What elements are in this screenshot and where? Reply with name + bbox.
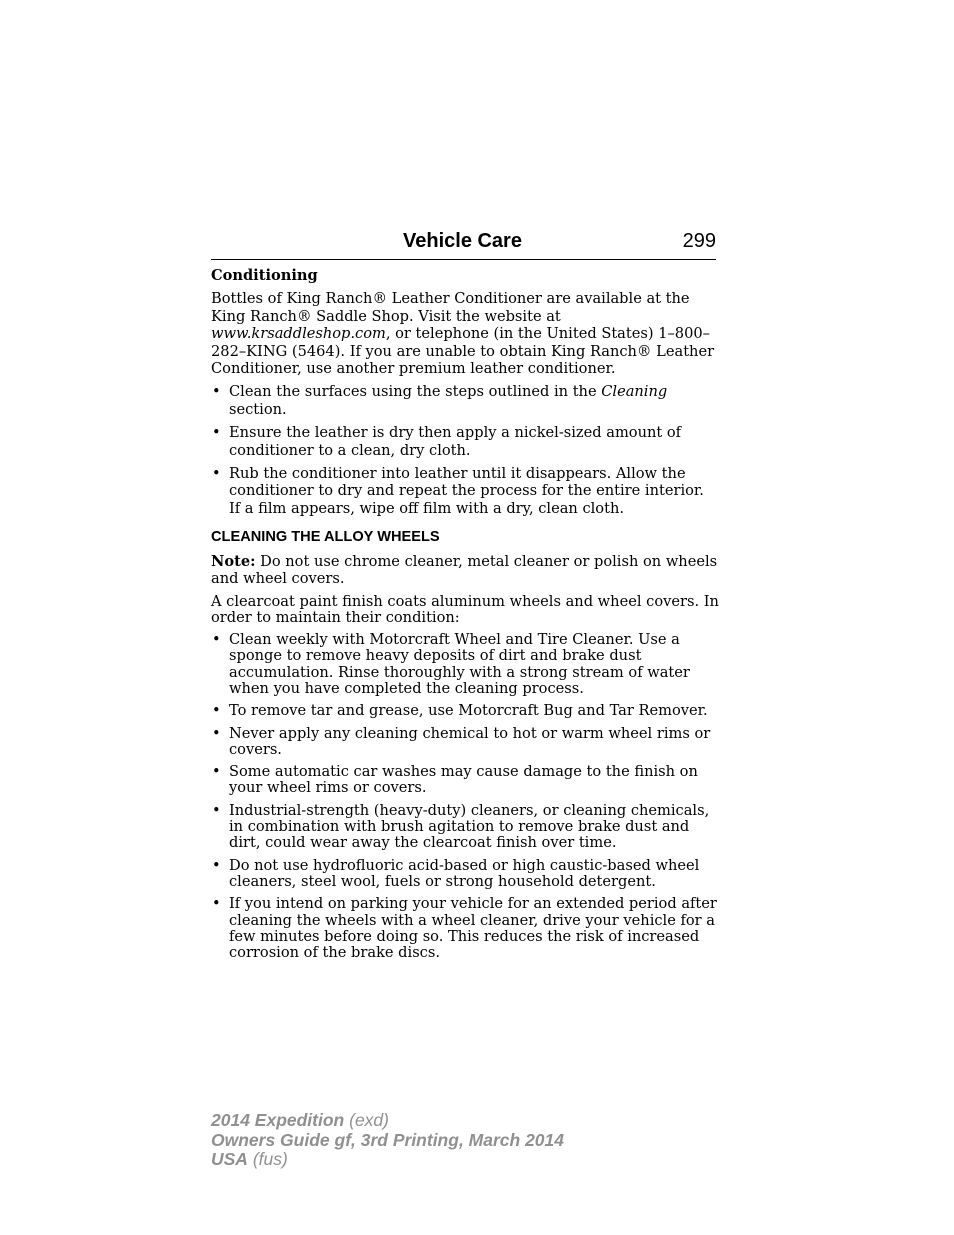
section-title: Vehicle Care: [403, 230, 522, 252]
note-label: Note:: [211, 552, 256, 570]
list-item: • Some automatic car washes may cause damage to the finish on your wheel rims or covers.: [211, 764, 719, 797]
conditioning-title: Conditioning: [211, 267, 318, 284]
footer: [211, 1111, 564, 1170]
page-number: 299: [682, 230, 716, 252]
list-item: • Never apply any cleaning chemical to hot or warm wheel rims or covers.: [211, 726, 719, 759]
list-item: • Do not use hydrofluoric acid-based or high caustic-based wheel cleaners, steel wool, fuels or strong household detergent.: [211, 858, 719, 891]
list-item: • Ensure the leather is dry then apply a nickel-sized amount of conditioner to a clean, dry cloth.: [211, 424, 719, 459]
bullet1-part2: section.: [229, 400, 287, 418]
footer-model-line: [211, 1111, 564, 1131]
list-item: • To remove tar and grease, use Motorcraft Bug and Tar Remover.: [211, 703, 719, 719]
conditioning-intro: [211, 290, 719, 377]
page-content: [211, 267, 719, 967]
list-item: [211, 383, 719, 418]
footer-guide: Owners Guide gf, 3rd Printing, March 2014: [211, 1129, 564, 1150]
list-item: • If you intend on parking your vehicle for an extended period after cleaning the wheels with a wheel cleaner, drive your vehicle for a few minutes before doing so. This reduces the risk of increased corrosion of the brake discs.: [211, 896, 719, 961]
conditioning-list: [211, 383, 719, 517]
footer-model: 2014 Expedition: [211, 1110, 345, 1130]
footer-region: USA: [211, 1149, 248, 1169]
footer-region-line: [211, 1150, 564, 1170]
footer-model-code: (exd): [344, 1110, 389, 1130]
list-item: • Rub the conditioner into leather until it disappears. Allow the conditioner to dry and repeat the process for the entire interior. If a film appears, wipe off film with a dry, clean cloth.: [211, 465, 719, 517]
list-item: • Industrial-strength (heavy-duty) cleaners, or cleaning chemicals, in combination with brush agitation to remove brake dust and dirt, could wear away the clearcoat finish over time.: [211, 803, 719, 852]
footer-region-code: (fus): [247, 1149, 288, 1169]
bullet1-part1: Clean the surfaces using the steps outlined in the: [229, 383, 602, 401]
alloy-wheels-note: [211, 553, 719, 588]
bullet1-italic: Cleaning: [601, 383, 668, 401]
alloy-wheels-heading: CLEANING THE ALLOY WHEELS: [211, 529, 440, 546]
website-link[interactable]: www.krsaddleshop.com: [211, 325, 386, 343]
page-header: [211, 228, 716, 260]
conditioning-intro-part1: Bottles of King Ranch® Leather Conditioner are available at the King Ranch® Saddle Shop. Visit the website at: [211, 290, 690, 325]
conditioning-intro-part2: , or telephone (in the United States) 1–800–282–KING (5464). If you are unable to obtain King Ranch® Leather Conditioner, use another premium leather conditioner.: [211, 325, 715, 378]
alloy-wheels-list: [211, 632, 719, 961]
alloy-wheels-intro: A clearcoat paint finish coats aluminum wheels and wheel covers. In order to maintain their condition:: [211, 592, 719, 626]
list-item: • Clean weekly with Motorcraft Wheel and Tire Cleaner. Use a sponge to remove heavy deposits of dirt and brake dust accumulation. Rinse thoroughly with a strong stream of water when you have completed the cleaning process.: [211, 632, 719, 697]
note-text: Do not use chrome cleaner, metal cleaner or polish on wheels and wheel covers.: [211, 552, 718, 588]
alloy-wheels-body: [211, 594, 719, 962]
